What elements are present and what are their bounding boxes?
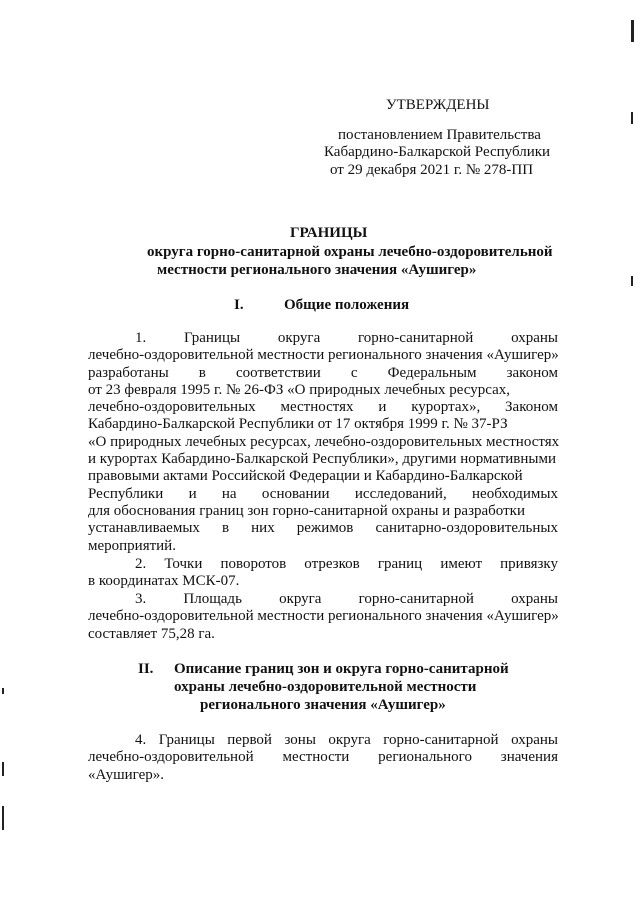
- text-line: для обоснования границ зон горно-санитарной охраны и разработки: [88, 502, 525, 519]
- text-word: в: [198, 364, 206, 381]
- text-word: 3.: [135, 591, 147, 607]
- text-word: зоны: [284, 732, 316, 748]
- approval-line: Кабардино-Балкарской Республики: [324, 144, 551, 160]
- text-word: лечебно-оздоровительных: [88, 399, 256, 416]
- text-line: [88, 330, 558, 347]
- text-word: охраны: [511, 591, 558, 607]
- text-word: поворотов: [220, 556, 287, 572]
- paragraph-4: [88, 732, 558, 784]
- section-title: охраны лечебно-оздоровительной местности: [174, 679, 477, 695]
- text-line: лечебно-оздоровительной местности регионального значения «Аушигер»: [88, 608, 559, 625]
- text-word: них: [251, 520, 275, 537]
- text-word: отрезков: [304, 556, 360, 572]
- section-heading: [138, 660, 509, 714]
- text-word: Границы: [184, 330, 241, 346]
- text-word: соответствии: [236, 364, 321, 381]
- text-word: Республики: [88, 485, 164, 502]
- text-word: горно-санитарной: [358, 591, 474, 607]
- text-word: Федеральным: [387, 364, 477, 381]
- text-line: и курортах Кабардино-Балкарской Республики», другими нормативными: [88, 451, 556, 468]
- text-word: горно-санитарной: [383, 732, 499, 748]
- text-line: [88, 591, 558, 608]
- text-word: имеют: [440, 556, 483, 572]
- scan-edge-mark: [2, 806, 4, 830]
- text-word: горно-санитарной: [358, 330, 474, 346]
- text-word: Границы: [158, 732, 215, 748]
- text-word: Законом: [505, 399, 558, 416]
- text-word: местностях: [280, 399, 354, 416]
- document-subtitle: округа горно-санитарной охраны лечебно-оздоровительной: [147, 244, 553, 260]
- text-line: лечебно-оздоровительной местности регионального значения «Аушигер»: [88, 347, 559, 364]
- text-line: «Аушигер».: [88, 766, 165, 783]
- text-line: составляет 75,28 га.: [88, 625, 215, 642]
- text-word: исследований,: [354, 485, 447, 502]
- text-line: в координатах МСК-07.: [88, 573, 240, 590]
- text-line: [88, 749, 558, 766]
- text-word: законом: [506, 364, 558, 381]
- text-word: в: [221, 520, 230, 537]
- section-heading: [234, 297, 409, 314]
- text-word: Точки: [164, 556, 203, 572]
- scan-edge-mark: [631, 20, 634, 42]
- text-word: с: [350, 364, 358, 381]
- text-word: устанавливаемых: [88, 520, 200, 537]
- text-line: Кабардино-Балкарской Республики от 17 октября 1999 г. № 37-РЗ: [88, 416, 508, 433]
- text-line: [88, 556, 558, 573]
- text-word: санитарно-оздоровительных: [375, 520, 558, 537]
- text-word: местности: [282, 749, 350, 766]
- text-word: 4.: [135, 732, 147, 748]
- section-title: Описание границ зон и округа горно-санитарной: [174, 661, 509, 677]
- section-title: регионального значения «Аушигер»: [200, 697, 446, 713]
- text-word: регионального: [378, 749, 472, 766]
- text-word: округа: [277, 330, 321, 346]
- text-word: 1.: [135, 330, 147, 346]
- text-word: необходимых: [472, 485, 558, 502]
- text-line: мероприятий.: [88, 537, 176, 554]
- approval-line: от 29 декабря 2021 г. № 278-ПП: [330, 161, 534, 178]
- document-title: ГРАНИЦЫ: [290, 225, 368, 241]
- approval-title: УТВЕРЖДЕНЫ: [386, 97, 490, 113]
- paragraph-2: [88, 556, 558, 591]
- scan-edge-mark: [631, 276, 633, 286]
- text-word: разработаны: [88, 364, 169, 381]
- approval-block: [318, 97, 568, 179]
- text-line: [88, 365, 558, 382]
- text-word: и: [188, 485, 197, 502]
- text-word: привязку: [500, 556, 558, 572]
- text-word: значения: [500, 749, 558, 766]
- text-line: правовыми актами Российской Федерации и Кабардино-Балкарской: [88, 468, 523, 485]
- text-word: курортах»,: [411, 399, 481, 416]
- text-word: Площадь: [183, 591, 242, 607]
- text-word: 2.: [135, 556, 147, 572]
- text-word: режимов: [296, 520, 354, 537]
- scan-edge-mark: [631, 112, 633, 124]
- text-word: охраны: [511, 732, 558, 748]
- text-word: округа: [328, 732, 371, 748]
- section-title: Общие положения: [284, 297, 410, 313]
- text-word: первой: [227, 732, 272, 748]
- paragraph-3: [88, 591, 558, 643]
- text-line: [88, 486, 558, 503]
- text-line: [88, 520, 558, 537]
- section-number: I.: [234, 297, 244, 313]
- text-word: лечебно-оздоровительной: [88, 749, 254, 766]
- text-line: от 23 февраля 1995 г. № 26-ФЗ «О природных лечебных ресурсах,: [88, 381, 511, 398]
- text-word: на: [221, 485, 237, 502]
- document-subtitle: местности регионального значения «Аушигер»: [157, 262, 477, 278]
- approval-line: постановлением Правительства: [338, 126, 541, 143]
- paragraph-1: [88, 330, 558, 555]
- scan-edge-mark: [2, 762, 4, 776]
- scan-edge-mark: [2, 688, 4, 694]
- text-word: округа: [279, 591, 322, 607]
- text-word: охраны: [511, 330, 558, 346]
- text-word: основании: [261, 485, 330, 502]
- text-line: «О природных лечебных ресурсах, лечебно-оздоровительных местностях: [88, 433, 560, 450]
- section-number: II.: [138, 661, 154, 677]
- text-line: [88, 399, 558, 416]
- text-word: границ: [377, 556, 423, 572]
- text-word: и: [378, 399, 387, 416]
- text-line: [88, 732, 558, 749]
